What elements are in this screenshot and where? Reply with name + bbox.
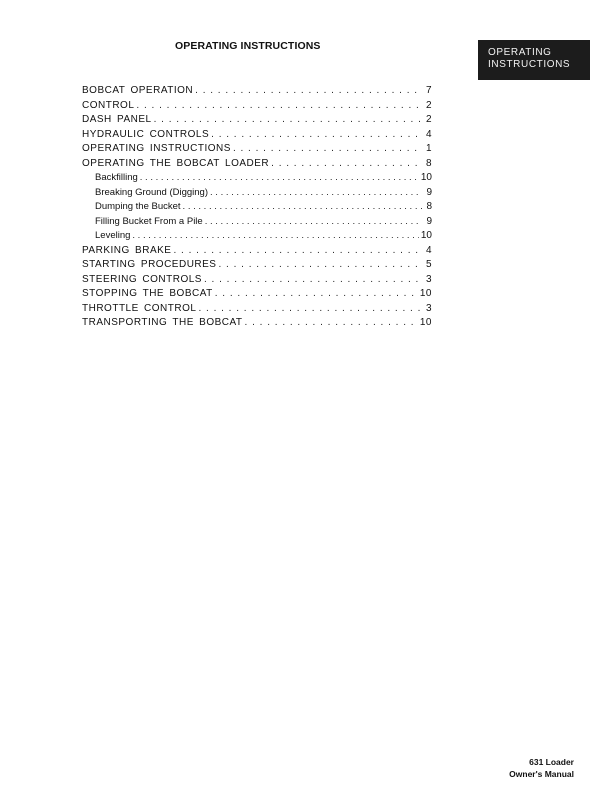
toc-entry-label: CONTROL	[82, 99, 135, 111]
section-tab-line2: INSTRUCTIONS	[488, 59, 571, 70]
toc-entry-page: 8	[425, 157, 432, 169]
toc-entry	[82, 143, 432, 158]
toc-entry	[82, 303, 432, 318]
toc-entry-label: OPERATING INSTRUCTIONS	[82, 143, 231, 154]
toc-entry-page: 10	[419, 288, 432, 299]
toc-entry	[82, 158, 432, 173]
toc-entry-page: 5	[425, 259, 432, 270]
page-title: OPERATING INSTRUCTIONS	[175, 40, 321, 52]
toc-entry-label: Dumping the Bucket	[95, 201, 181, 212]
toc-leader-dots	[233, 143, 422, 154]
toc-leader-dots	[204, 274, 422, 285]
toc-entry	[82, 245, 432, 260]
toc-entry-page: 7	[425, 85, 432, 96]
toc-entry	[82, 100, 432, 115]
toc-entry-label: OPERATING THE BOBCAT LOADER	[82, 157, 270, 169]
toc-entry	[82, 129, 432, 144]
toc-entry	[82, 230, 432, 245]
toc-entry-page: 4	[425, 128, 432, 140]
toc-entry-label: STARTING PROCEDURES	[82, 259, 217, 270]
toc-leader-dots	[183, 201, 422, 212]
toc-entry-page: 3	[425, 273, 432, 285]
toc-leader-dots	[132, 230, 418, 241]
toc-leader-dots	[210, 187, 422, 198]
toc-entry-page: 4	[425, 244, 432, 256]
toc-entry-page: 9	[426, 215, 432, 227]
toc-entry-page: 10	[419, 317, 432, 328]
toc-entry-page: 2	[425, 114, 432, 125]
toc-entry-label: STOPPING THE BOBCAT	[82, 288, 213, 299]
toc-entry-label: Backfilling	[95, 172, 138, 183]
toc-entry	[82, 201, 432, 216]
toc-entry-label: STEERING CONTROLS	[82, 273, 202, 285]
toc-leader-dots	[173, 245, 422, 256]
toc-entry-page: 10	[420, 172, 432, 183]
toc-leader-dots	[195, 85, 422, 96]
footer-model: 631 Loader	[529, 757, 574, 767]
toc-entry-label: Breaking Ground (Digging)	[95, 186, 209, 198]
toc-entry-label: TRANSPORTING THE BOBCAT	[82, 317, 243, 328]
toc-entry	[82, 288, 432, 303]
toc-entry-label: BOBCAT OPERATION	[82, 85, 194, 96]
toc-entry	[82, 85, 432, 100]
toc-leader-dots	[211, 129, 422, 140]
toc-leader-dots	[136, 100, 422, 111]
toc-entry-page: 10	[420, 230, 432, 241]
toc-entry	[82, 172, 432, 187]
footer	[509, 757, 574, 780]
toc-entry	[82, 274, 432, 289]
toc-leader-dots	[154, 114, 422, 125]
toc-entry-label: PARKING BRAKE	[82, 244, 172, 256]
toc-entry-page: 9	[426, 186, 432, 198]
toc-entry	[82, 317, 432, 332]
toc-entry	[82, 216, 432, 231]
toc-leader-dots	[198, 303, 422, 314]
table-of-contents	[82, 85, 432, 332]
toc-leader-dots	[245, 317, 418, 328]
toc-leader-dots	[218, 259, 422, 270]
toc-entry-page: 3	[425, 302, 432, 314]
footer-manual: Owner's Manual	[509, 768, 574, 779]
toc-entry-page: 2	[425, 99, 432, 111]
toc-entry-label: Filling Bucket From a Pile	[95, 215, 203, 227]
toc-entry	[82, 259, 432, 274]
toc-leader-dots	[215, 288, 418, 299]
section-tab	[478, 40, 590, 80]
toc-entry-page: 8	[426, 201, 432, 212]
toc-entry-page: 1	[425, 143, 432, 154]
toc-entry-label: Leveling	[95, 230, 131, 241]
toc-leader-dots	[271, 158, 422, 169]
section-tab-line1: OPERATING	[488, 47, 552, 58]
toc-leader-dots	[205, 216, 422, 227]
toc-entry	[82, 187, 432, 202]
toc-entry-label: HYDRAULIC CONTROLS	[82, 128, 210, 140]
toc-leader-dots	[140, 172, 419, 183]
toc-entry-label: THROTTLE CONTROL	[82, 302, 197, 314]
toc-entry	[82, 114, 432, 129]
toc-entry-label: DASH PANEL	[82, 114, 152, 125]
